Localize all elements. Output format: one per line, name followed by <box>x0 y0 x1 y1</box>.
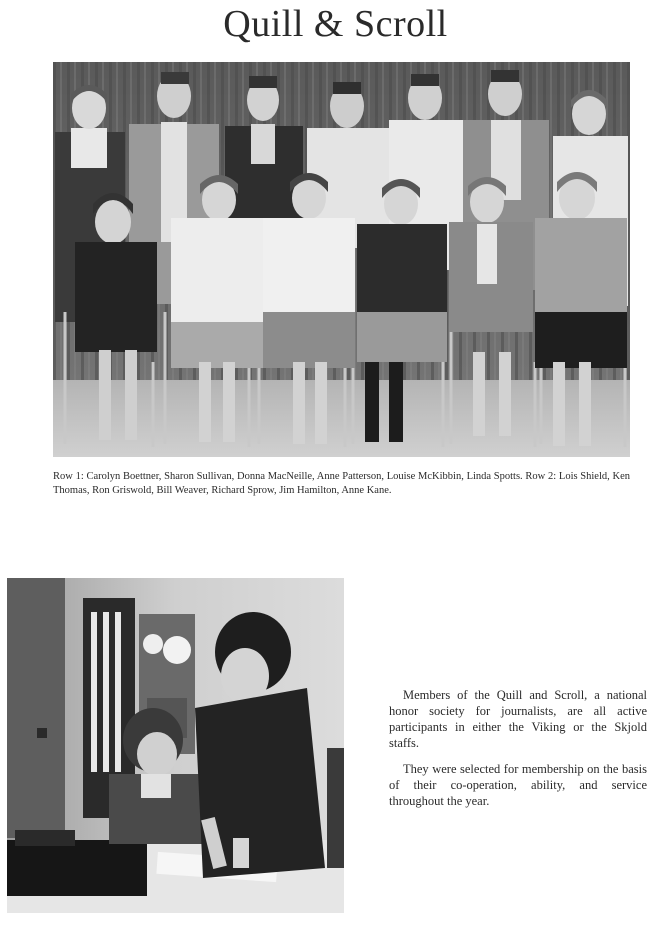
article-text <box>389 687 647 819</box>
group-photo-caption: Row 1: Carolyn Boettner, Sharon Sullivan, Donna MacNeille, Anne Patterson, Louise McKibbin, Linda Spotts. Row 2: Lois Shield, Ken Thomas, Ron Griswold, Bill Weaver, Richard Sprow, Jim Hamilton, Anne Kane. <box>53 471 630 496</box>
article-paragraph: Members of the Quill and Scroll, a national honor society for journalists, are all active participants in either the Viking or the Skjold staffs. <box>389 688 647 750</box>
group-photo <box>53 62 630 457</box>
page-title: Quill & Scroll <box>223 3 448 45</box>
article-paragraph: They were selected for membership on the basis of their co-operation, ability, and service throughout the year. <box>389 762 647 808</box>
candid-photo <box>7 578 344 913</box>
